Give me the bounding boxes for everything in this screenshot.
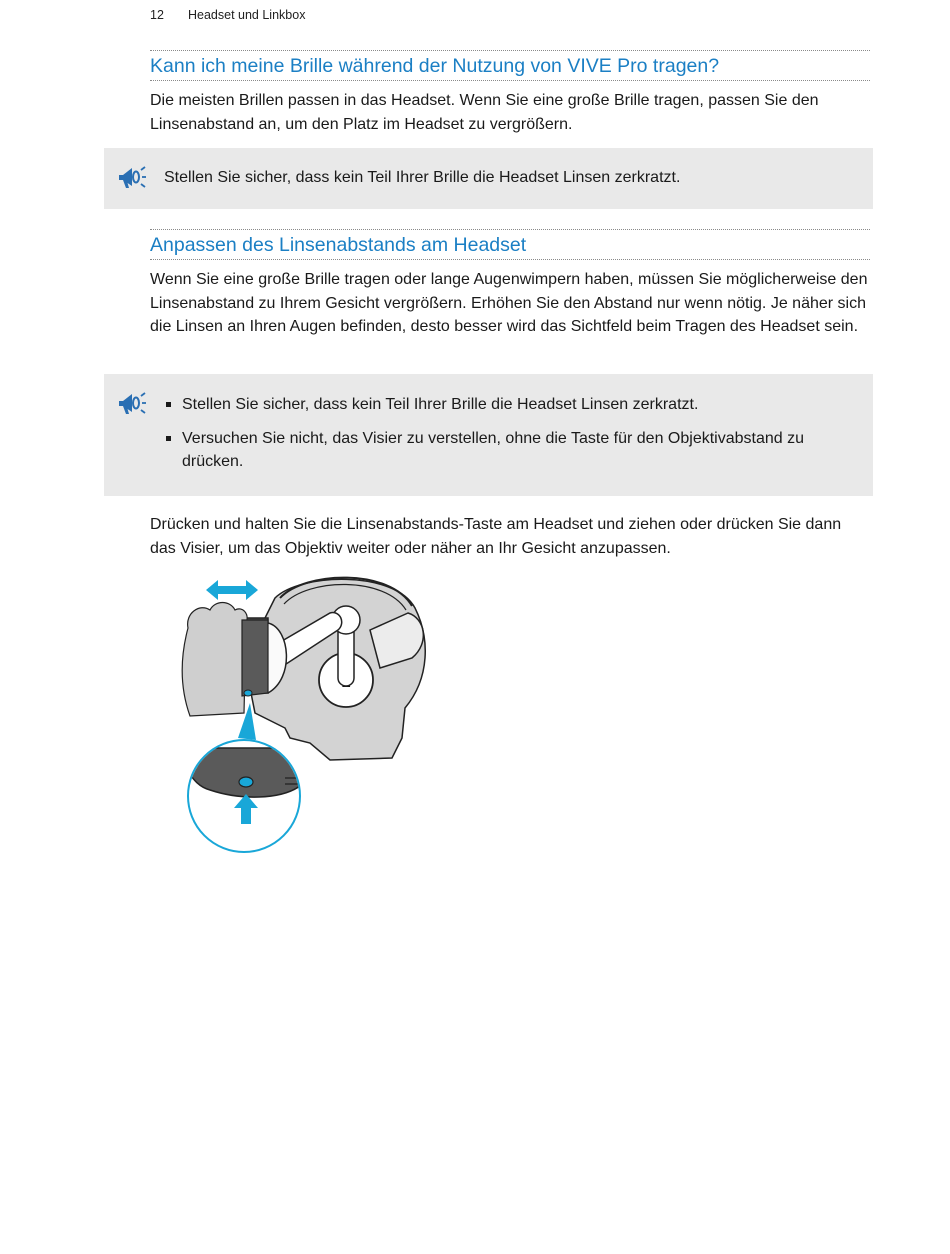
page-header [150,8,305,22]
note-list [164,393,844,474]
section-heading: Anpassen des Linsenabstands am Headset [150,234,527,256]
section-body: Die meisten Brillen passen in das Headset. Wenn Sie eine große Brille tragen, passen Sie den Linsenabstand an, um den Platz im Headset zu vergrößern. [150,92,819,133]
section-lens-distance [150,229,870,339]
headset-adjustment-illustration [180,568,440,858]
section-heading: Kann ich meine Brille während der Nutzung von VIVE Pro tragen? [150,55,720,77]
note-box [104,148,873,209]
section-body: Wenn Sie eine große Brille tragen oder lange Augenwimpern haben, müssen Sie möglicherweise den Linsenabstand zu Ihrem Gesicht vergrößern. Erhöhen Sie den Abstand nur wenn nötig. Je näher sich die Linsen an Ihren Augen befinden, desto besser wird das Sichtfeld beim Tragen des Headset sein. [150,271,868,335]
note-list-wrap [164,393,844,484]
chapter-title: Headset und Linkbox [188,8,306,22]
note-text: Stellen Sie sicher, dass kein Teil Ihrer Brille die Headset Linsen zerkratzt. [164,169,681,186]
lens-button-marker [244,690,252,696]
megaphone-icon [117,164,147,192]
hand [182,603,247,717]
page-number: 12 [150,8,164,22]
section-glasses [150,50,870,136]
instruction-text: Drücken und halten Sie die Linsenabstands-Taste am Headset und ziehen oder drücken Sie dann das Visier, um das Objektiv weiter oder näher an Ihr Gesicht anzupassen. [150,516,842,557]
note-box [104,374,873,496]
note-list-item: Versuchen Sie nicht, das Visier zu verstellen, ohne die Taste für den Objektivabstand zu drücken. [164,427,844,474]
heading-rule [150,229,870,260]
double-arrow-icon [206,580,258,600]
megaphone-icon [117,390,147,418]
heading-rule [150,50,870,81]
instruction-block [150,505,870,560]
note-list-item: Stellen Sie sicher, dass kein Teil Ihrer Brille die Headset Linsen zerkratzt. [164,393,844,417]
magnified-button-detail [185,740,305,852]
